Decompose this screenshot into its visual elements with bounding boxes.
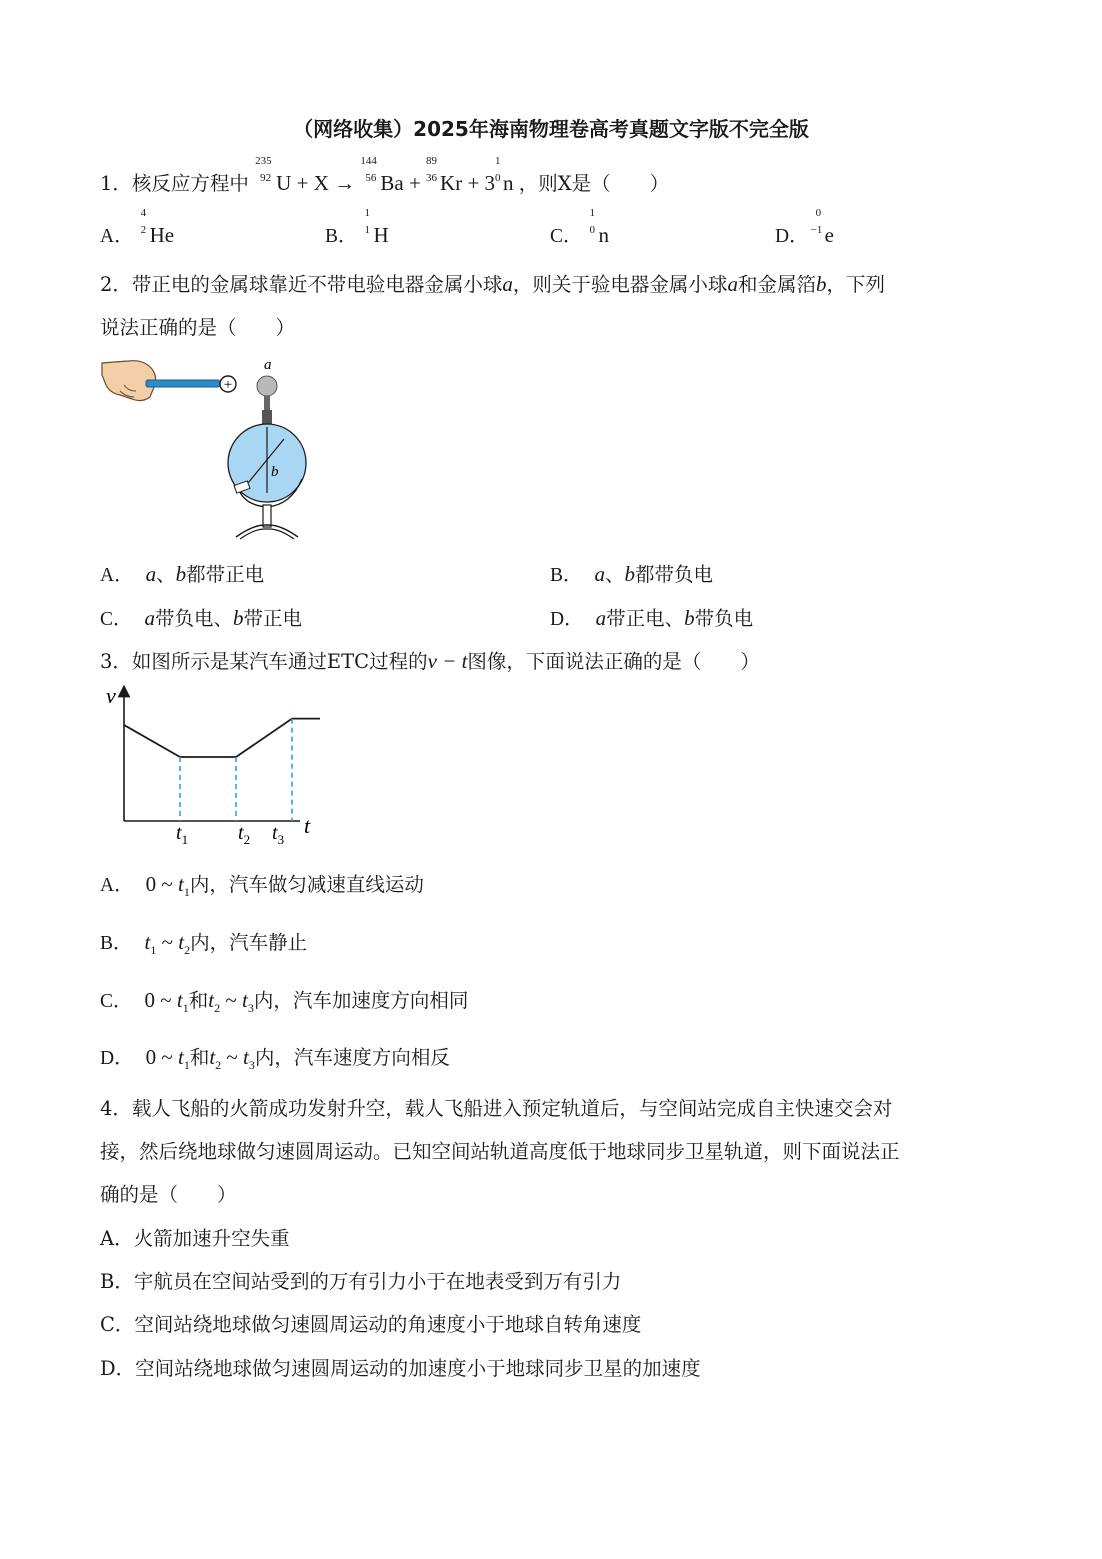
question-4-line3: 确的是（ ） xyxy=(100,1183,237,1206)
vt-graph xyxy=(100,683,330,853)
q1-equation: 235 92 U + X → 144 56 Ba + 89 36 Kr + 3 1 0 n xyxy=(255,155,514,195)
question-3-stem: 3．如图所示是某汽车通过ETC过程的v − t图像，下面说法正确的是（ ） xyxy=(100,649,760,673)
charged-rod xyxy=(146,380,220,387)
q2-option-a[interactable]: A． a、b都带正电 xyxy=(100,562,265,586)
q4-option-b[interactable]: B．宇航员在空间站受到的万有引力小于在地表受到万有引力 xyxy=(100,1270,622,1293)
q4-option-c[interactable]: C．空间站绕地球做匀速圆周运动的角速度小于地球自转角速度 xyxy=(100,1313,642,1336)
plus-sign: + xyxy=(223,377,233,393)
tick-t2: $t_2$ xyxy=(238,822,251,847)
label-a: a xyxy=(264,357,272,373)
q2-option-b[interactable]: B． a、b都带负电 xyxy=(550,562,714,586)
arrow-icon: → xyxy=(334,171,356,195)
tick-t1: $t_1$ xyxy=(176,822,189,847)
v-axis-label: v xyxy=(106,683,116,708)
velocity-line xyxy=(124,719,320,757)
q2-option-c[interactable]: C． a带负电、b带正电 xyxy=(100,606,303,630)
question-2-stem-line1: 2．带正电的金属球靠近不带电验电器金属小球a，则关于验电器金属小球a和金属箔b，下列 xyxy=(100,272,885,296)
q1-option-c[interactable]: C． 1 0 n xyxy=(550,207,610,247)
q3-option-d[interactable]: D． 0 ~ $t_1$和$t_2$ ~ $t_3$内，汽车速度方向相反 xyxy=(100,1045,450,1072)
q1-option-a[interactable]: A． 4 2 He xyxy=(100,207,175,247)
q1-option-b[interactable]: B． 1 1 H xyxy=(325,207,389,247)
q1-option-d[interactable]: D． 0 −1 e xyxy=(775,207,834,247)
question-4-line1: 4．载人飞船的火箭成功发射升空，载人飞船进入预定轨道后，与空间站完成自主快速交会对 xyxy=(100,1097,893,1120)
label-b: b xyxy=(271,464,279,480)
q4-option-d[interactable]: D．空间站绕地球做匀速圆周运动的加速度小于地球同步卫星的加速度 xyxy=(100,1357,701,1380)
tick-t3: $t_3$ xyxy=(272,822,285,847)
u-nucleus: 235 92 U xyxy=(255,155,292,195)
question-2-stem-line2: 说法正确的是（ ） xyxy=(100,316,296,339)
n-nucleus: 1 0 n xyxy=(495,155,514,195)
q3-option-c[interactable]: C． 0 ~ $t_1$和$t_2$ ~ $t_3$内，汽车加速度方向相同 xyxy=(100,988,469,1015)
ball-a xyxy=(257,376,277,396)
t-axis-label: t xyxy=(304,813,311,838)
q1-suffix: ，则X是（ ） xyxy=(518,172,670,195)
q1-prefix: 1．核反应方程中 xyxy=(100,172,249,195)
q2-option-d[interactable]: D． a带正电、b带负电 xyxy=(550,606,754,630)
ba-nucleus: 144 56 Ba xyxy=(360,155,404,195)
electroscope-figure xyxy=(98,355,328,545)
q3-option-b[interactable]: B． $t_1$ ~ $t_2$内，汽车静止 xyxy=(100,930,308,957)
kr-nucleus: 89 36 Kr xyxy=(426,155,463,195)
q3-option-a[interactable]: A． 0 ~ $t_1$内，汽车做匀减速直线运动 xyxy=(100,872,424,899)
page-title: （网络收集）2025年海南物理卷高考真题文字版不完全版 xyxy=(293,117,809,141)
question-4-line2: 接，然后绕地球做匀速圆周运动。已知空间站轨道高度低于地球同步卫星轨道，则下面说法正 xyxy=(100,1140,900,1163)
q4-option-a[interactable]: A．火箭加速升空失重 xyxy=(100,1227,290,1250)
question-1-stem xyxy=(100,155,670,195)
